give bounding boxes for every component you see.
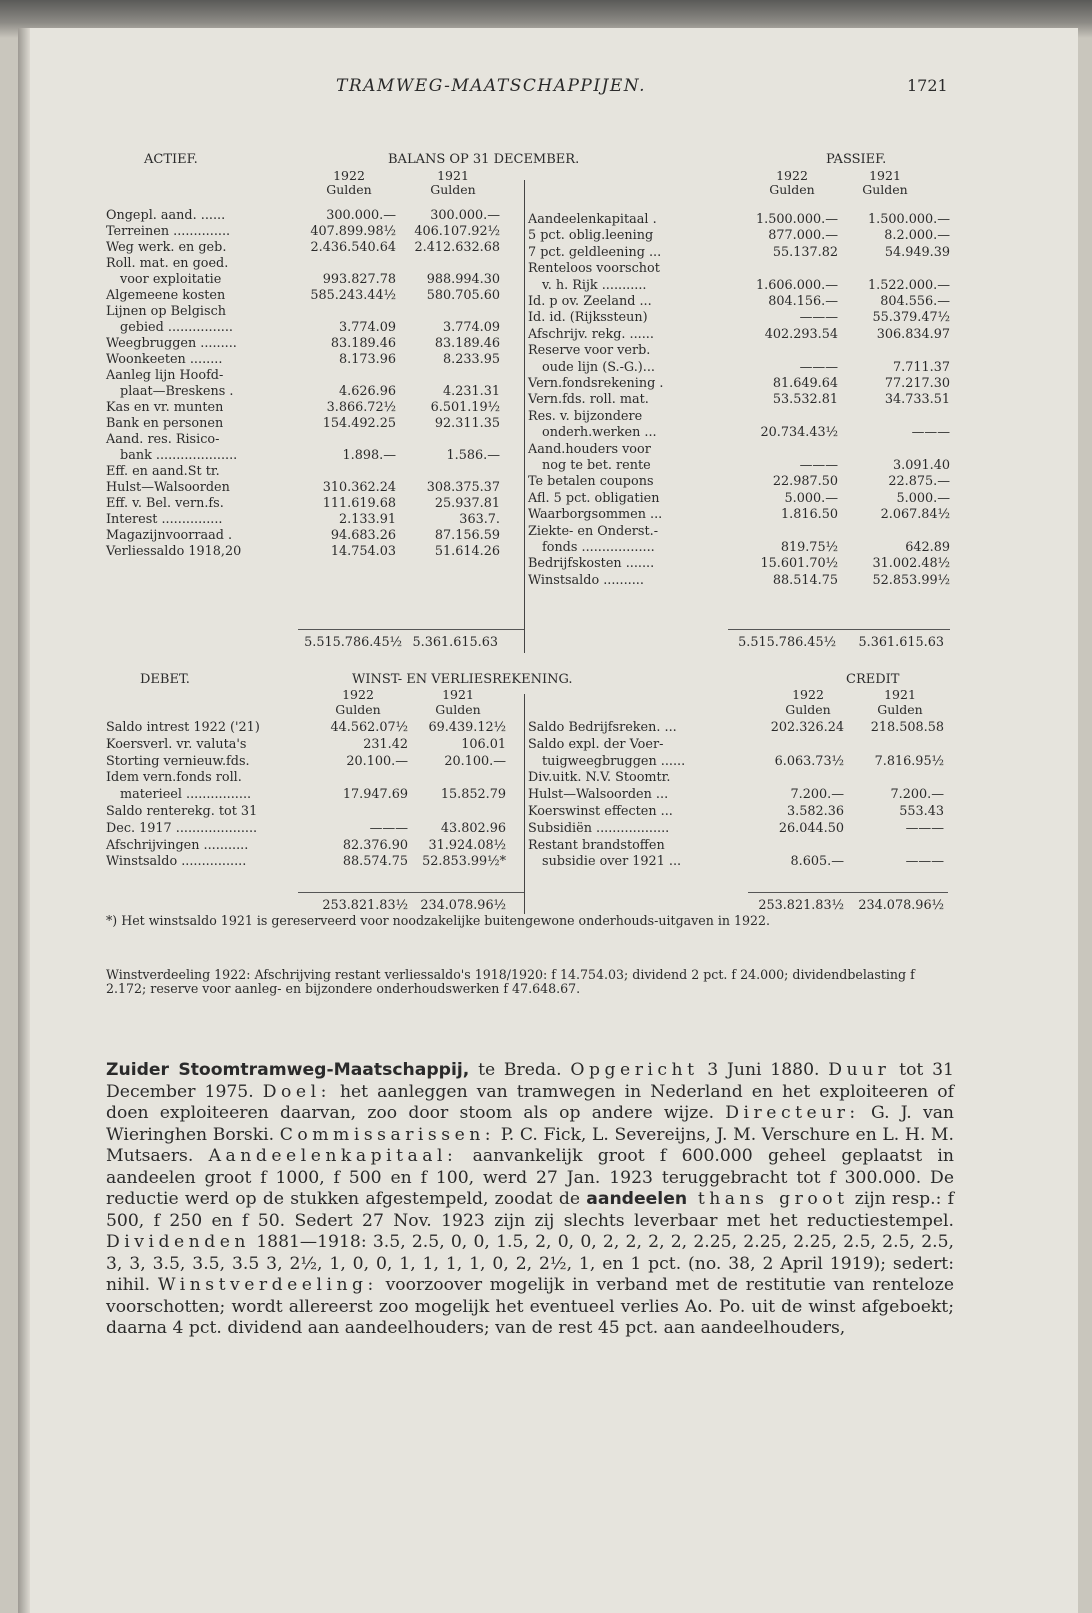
passief-unit-b: Gulden [862, 182, 908, 197]
passief-row-label: Waarborgsommen ... [528, 507, 663, 523]
passief-row-value-1922: 804.156.— [768, 294, 838, 309]
passief-row-value-1921: 54.949.39 [884, 244, 950, 260]
debet-row-value-1922: 44.562.07½ [330, 720, 408, 735]
actief-row-value-1922: 3.866.72½ [326, 400, 396, 415]
debet-row-value-1922: 20.100.— [346, 753, 408, 769]
actief-row-value-1921: 308.375.37 [426, 480, 500, 495]
debet-row-value-1921: 15.852.79 [440, 787, 506, 803]
passief-row-label: Aandeelenkapitaal . [528, 212, 657, 227]
passief-row-value-1921: 1.522.000.— [868, 277, 950, 293]
credit-row-value-1922: 6.063.73½ [774, 753, 844, 769]
passief-row-value-1922: ——— [799, 458, 838, 473]
actief-row-label: Roll. mat. en goed. [106, 256, 229, 271]
actief-row-value-1921: 6.501.19½ [430, 400, 500, 415]
balans-title: BALANS OP 31 DECEMBER. [388, 152, 580, 167]
passief-row-value-1921: 1.500.000.— [868, 212, 950, 227]
passief-row-value-1921 [838, 262, 950, 276]
passief-row-value-1921: 22.875.— [888, 474, 950, 490]
passief-row-value-1921: 804.556.— [880, 294, 950, 309]
actief-row-value-1921: 4.231.31 [443, 384, 500, 399]
page-gutter [18, 28, 30, 1613]
passief-row-label: Id. id. (Rijkssteun) [528, 310, 648, 326]
actief-row-value-1922: 94.683.26 [330, 528, 396, 543]
debet-row-value-1922 [296, 805, 408, 819]
debet-row-label: materieel ................ [120, 787, 252, 803]
actief-unit-a: Gulden [326, 182, 372, 197]
actief-row-value-1922: 585.243.44½ [310, 288, 396, 303]
actief-row-label: Hulst—Walsoorden [106, 480, 230, 495]
actief-total-1921: 5.361.615.63 [412, 635, 498, 650]
passief-row-value-1922: 53.532.81 [772, 392, 838, 408]
passief-row-value-1922: 22.987.50 [772, 474, 838, 490]
debet-row-label: Storting vernieuw.fds. [106, 753, 250, 769]
actief-total-1922: 5.515.786.45½ [304, 635, 402, 650]
passief-row-value-1922: 81.649.64 [772, 376, 838, 391]
passief-row-value-1922: 15.601.70½ [760, 556, 838, 572]
passief-row-label: Bedrijfskosten ....... [528, 556, 655, 572]
winst-title: WINST- EN VERLIESREKENING. [352, 672, 573, 687]
debet-total-rule [298, 892, 524, 893]
actief-row-label: gebied ................ [120, 320, 233, 335]
passief-row-value-1922 [704, 410, 838, 424]
debet-row-label: Afschrijvingen ........... [106, 837, 249, 853]
passief-row-value-1921: 5.000.— [896, 490, 950, 506]
actief-row-value-1922: 300.000.— [326, 208, 396, 223]
credit-row-value-1922: 7.200.— [790, 787, 844, 803]
actief-row-label: Aand. res. Risico- [106, 432, 220, 447]
actief-row-value-1921: 1.586.— [446, 448, 500, 463]
credit-row-label: Subsidiën .................. [528, 820, 670, 836]
running-header: TRAMWEG-MAATSCHAPPIJEN. [336, 76, 646, 96]
passief-row-value-1921: 52.853.99½ [872, 572, 950, 588]
actief-row-label: plaat—Breskens . [120, 384, 234, 399]
credit-row-value-1921 [844, 738, 944, 752]
kw-doel: Doel: [262, 1081, 331, 1102]
passief-row-value-1921: ——— [911, 425, 950, 441]
credit-row-value-1922 [740, 839, 844, 853]
credit-year-1921: 1921 [884, 687, 916, 702]
passief-row-value-1922: 877.000.— [768, 228, 838, 244]
credit-row-value-1922 [740, 738, 844, 752]
actief-row-value-1922: 310.362.24 [322, 480, 396, 495]
credit-row-label: Koerswinst effecten ... [528, 804, 673, 819]
debet-row-value-1921: 106.01 [461, 736, 506, 752]
credit-row-value-1922: 3.582.36 [787, 804, 844, 819]
credit-row-label: Restant brandstoffen [528, 837, 665, 853]
passief-row-value-1921: 8.2.000.— [884, 228, 950, 244]
passief-row-value-1922: 819.75½ [780, 540, 838, 555]
actief-row-label: bank .................... [120, 448, 238, 463]
passief-row-value-1922: ——— [799, 359, 838, 375]
winst-verdeeling: Winstverdeeling 1922: Afschrijving restant verliessaldo's 1918/1920: f 14.754.03; dividend 2 pct. f 24.000; dividendbelasting f 2.172; reserve voor aanleg- en bijzondere onderhoudswerken f 47.648.67. [106, 967, 915, 996]
passief-row-value-1921: 34.733.51 [884, 392, 950, 408]
credit-label: CREDIT [846, 672, 900, 687]
winst-footnote: *) Het winstsaldo 1921 is gereserveerd voor noodzakelijke buitengewone onderhouds-uitgaven in 1922. [106, 913, 771, 928]
debet-row-value-1922: 231.42 [363, 736, 408, 752]
actief-row-label: Terreinen .............. [106, 224, 231, 239]
actief-row-value-1921: 87.156.59 [434, 528, 500, 543]
passief-row-value-1922 [704, 262, 838, 276]
actief-row-value-1922: 2.436.540.64 [310, 240, 396, 255]
actief-row-value-1922 [294, 305, 396, 319]
actief-label: ACTIEF. [144, 152, 198, 167]
debet-unit-b: Gulden [435, 702, 481, 717]
actief-row-value-1922 [294, 465, 396, 479]
passief-total-rule [728, 629, 950, 630]
debet-row-value-1921: 69.439.12½ [428, 720, 506, 735]
actief-row-value-1921: 363.7. [459, 512, 500, 527]
kw-directeur: Directeur: [725, 1103, 860, 1123]
passief-row-value-1922: 1.606.000.— [756, 277, 838, 293]
passief-row-label: Aand.houders voor [528, 441, 651, 457]
credit-row-value-1922 [740, 771, 844, 785]
passief-total-1921: 5.361.615.63 [858, 635, 944, 650]
credit-row-label: subsidie over 1921 ... [542, 854, 682, 870]
actief-row-value-1922: 154.492.25 [322, 416, 396, 431]
actief-row-label: Eff. en aand.St tr. [106, 464, 220, 479]
actief-row-value-1922: 14.754.03 [330, 544, 396, 559]
company-name: Zuider Stoomtramweg-Maatschappij, [106, 1060, 470, 1080]
credit-row-value-1921 [844, 839, 944, 853]
actief-row-value-1921 [396, 369, 500, 383]
actief-row-value-1921: 92.311.35 [434, 416, 500, 431]
debet-label: DEBET. [140, 672, 190, 687]
passief-row-value-1922: 88.514.75 [772, 572, 838, 588]
actief-row-label: Magazijnvoorraad . [106, 528, 233, 543]
passief-row-label: Renteloos voorschot [528, 261, 660, 277]
actief-row-value-1921 [396, 305, 500, 319]
actief-row-value-1921 [396, 433, 500, 447]
passief-row-value-1921: 7.711.37 [893, 359, 950, 375]
actief-row-value-1921: 300.000.— [430, 208, 500, 223]
credit-row-label: Saldo expl. der Voer- [528, 736, 664, 752]
passief-row-value-1921: 31.002.48½ [872, 556, 950, 572]
debet-row-value-1922 [296, 771, 408, 785]
actief-total-rule [298, 629, 524, 630]
actief-row-label: Lijnen op Belgisch [106, 304, 226, 319]
debet-row-value-1922: 82.376.90 [342, 837, 408, 853]
credit-total-rule [748, 892, 948, 893]
passief-row-label: Afl. 5 pct. obligatien [528, 490, 660, 506]
actief-row-value-1921: 988.994.30 [426, 272, 500, 287]
debet-row-label: Dec. 1917 .................... [106, 820, 258, 836]
actief-row-value-1922: 407.899.98½ [310, 224, 396, 239]
passief-row-value-1921: 306.834.97 [876, 326, 950, 342]
kw-commissarissen: Commissarissen: [279, 1124, 496, 1145]
passief-row-label: Winstsaldo .......... [528, 572, 644, 588]
actief-row-value-1922: 4.626.96 [339, 384, 396, 399]
passief-row-value-1922 [704, 443, 838, 457]
passief-row-label: oude lijn (S.-G.)... [542, 359, 655, 375]
actief-row-value-1922: 2.133.91 [339, 512, 396, 527]
actief-row-value-1922: 1.898.— [342, 448, 396, 463]
debet-year-1922: 1922 [342, 687, 374, 702]
actief-row-value-1922 [294, 257, 396, 271]
page-number: 1721 [907, 76, 948, 95]
credit-row-label: Div.uitk. N.V. Stoomtr. [528, 770, 671, 786]
credit-total-1921: 234.078.96½ [858, 898, 944, 913]
passief-row-label: Afschrijv. rekg. ...... [528, 326, 654, 342]
debet-total-1922: 253.821.83½ [322, 898, 408, 913]
debet-row-value-1921 [408, 805, 506, 819]
debet-row-label: Saldo renterekg. tot 31 [106, 804, 258, 819]
passief-row-value-1922: 55.137.82 [772, 244, 838, 260]
actief-row-value-1922: 111.619.68 [322, 496, 396, 511]
debet-row-value-1921: 52.853.99½* [422, 854, 506, 870]
passief-row-label: Vern.fds. roll. mat. [528, 392, 649, 408]
passief-row-label: onderh.werken ... [542, 425, 657, 441]
credit-row-value-1922: 202.326.24 [770, 720, 844, 735]
credit-unit-b: Gulden [877, 702, 923, 717]
debet-row-label: Saldo intrest 1922 ('21) [106, 720, 260, 735]
credit-row-value-1921 [844, 771, 944, 785]
passief-row-value-1922 [704, 525, 838, 539]
credit-row-label: Hulst—Walsoorden ... [528, 787, 669, 803]
passief-row-value-1922: ——— [799, 310, 838, 326]
debet-row-value-1921: 43.802.96 [440, 820, 506, 836]
actief-row-label: Aanleg lijn Hoofd- [106, 368, 224, 383]
actief-year-1921: 1921 [437, 168, 469, 183]
actief-row-value-1921: 8.233.95 [443, 352, 500, 367]
debet-unit-a: Gulden [335, 702, 381, 717]
passief-row-label: v. h. Rijk ........... [542, 277, 647, 293]
credit-row-value-1921: 218.508.58 [870, 720, 944, 735]
actief-row-value-1922: 8.173.96 [339, 352, 396, 367]
balance-divider [524, 180, 525, 653]
kw-winstverdeeling: Winstverdeeling: [157, 1275, 378, 1295]
debet-row-value-1921 [408, 771, 506, 785]
actief-row-value-1921: 51.614.26 [434, 544, 500, 559]
debet-row-value-1921: 31.924.08½ [428, 837, 506, 853]
actief-row-label: Verliessaldo 1918,20 [106, 544, 242, 559]
credit-row-value-1921: ——— [905, 820, 944, 836]
credit-row-value-1921: 7.200.— [890, 787, 944, 803]
credit-row-value-1921: ——— [905, 854, 944, 870]
passief-row-value-1921: 3.091.40 [893, 458, 950, 473]
passief-year-1922: 1922 [776, 168, 808, 183]
debet-row-label: Winstsaldo ................ [106, 854, 247, 870]
credit-row-value-1921: 553.43 [899, 804, 944, 819]
passief-row-label: Res. v. bijzondere [528, 408, 643, 424]
actief-row-value-1922: 83.189.46 [330, 336, 396, 351]
debet-row-value-1921: 20.100.— [444, 753, 506, 769]
actief-row-label: Weg werk. en geb. [106, 240, 227, 255]
actief-row-label: voor exploitatie [120, 272, 222, 287]
actief-row-value-1921: 580.705.60 [426, 288, 500, 303]
actief-row-label: Eff. v. Bel. vern.fs. [106, 496, 224, 511]
actief-row-value-1921: 2.412.632.68 [414, 240, 500, 255]
actief-row-value-1921 [396, 465, 500, 479]
debet-year-1921: 1921 [442, 687, 474, 702]
credit-row-value-1922: 26.044.50 [778, 820, 844, 836]
debet-total-1921: 234.078.96½ [420, 898, 506, 913]
kw-opgericht: Opgericht [570, 1060, 699, 1080]
debet-row-label: Idem vern.fonds roll. [106, 770, 242, 786]
actief-row-value-1921 [396, 257, 500, 271]
passief-row-value-1922: 402.293.54 [764, 326, 838, 342]
passief-year-1921: 1921 [869, 168, 901, 183]
actief-row-value-1922 [294, 369, 396, 383]
credit-row-value-1921: 7.816.95½ [874, 753, 944, 769]
passief-row-label: Vern.fondsrekening . [528, 376, 664, 391]
passief-row-value-1921: 77.217.30 [884, 376, 950, 391]
passief-row-value-1921 [838, 410, 950, 424]
debet-row-value-1922: 88.574.75 [342, 854, 408, 870]
actief-row-label: Woonkeeten ........ [106, 352, 223, 367]
passief-row-label: 7 pct. geldleening ... [528, 244, 662, 260]
credit-unit-a: Gulden [785, 702, 831, 717]
passief-row-label: 5 pct. oblig.leening [528, 228, 654, 244]
kw-duur: Duur [828, 1060, 891, 1080]
actief-row-value-1922: 3.774.09 [339, 320, 396, 335]
passief-row-label: Te betalen coupons [528, 474, 654, 490]
passief-row-value-1921 [838, 525, 950, 539]
actief-unit-b: Gulden [430, 182, 476, 197]
actief-row-label: Algemeene kosten [106, 288, 226, 303]
passief-total-1922: 5.515.786.45½ [738, 635, 836, 650]
actief-row-label: Ongepl. aand. ...... [106, 208, 226, 223]
credit-row-label: Saldo Bedrijfsreken. ... [528, 720, 677, 735]
actief-row-label: Kas en vr. munten [106, 400, 224, 415]
passief-row-value-1921 [838, 443, 950, 457]
passief-label: PASSIEF. [826, 152, 887, 167]
actief-row-label: Weegbruggen ......... [106, 336, 237, 351]
actief-row-label: Interest ............... [106, 512, 223, 527]
passief-row-value-1921: 642.89 [905, 540, 950, 555]
actief-row-value-1921: 3.774.09 [443, 320, 500, 335]
passief-row-label: Id. p ov. Zeeland ... [528, 294, 652, 309]
actief-row-value-1921: 83.189.46 [434, 336, 500, 351]
actief-year-1922: 1922 [333, 168, 365, 183]
passief-row-value-1922: 1.500.000.— [756, 212, 838, 227]
actief-row-value-1922 [294, 433, 396, 447]
kw-thans-groot: thans groot [687, 1189, 849, 1209]
credit-row-value-1922: 8.605.— [790, 854, 844, 870]
credit-row-label: tuigweegbruggen ...... [542, 753, 686, 769]
passief-row-value-1922: 20.734.43½ [760, 425, 838, 441]
passief-row-label: nog te bet. rente [542, 458, 651, 473]
kw-aandeelenkapitaal: Aandeelenkapitaal: [208, 1146, 458, 1166]
passief-unit-a: Gulden [769, 182, 815, 197]
credit-total-1922: 253.821.83½ [758, 898, 844, 913]
debet-row-value-1922: ——— [369, 820, 408, 836]
actief-row-value-1922: 993.827.78 [322, 272, 396, 287]
winst-divider [524, 694, 525, 914]
kw-dividenden: Dividenden [106, 1232, 250, 1252]
passief-row-value-1921: 2.067.84½ [880, 507, 950, 523]
company-paragraph: Zuider Stoomtramweg-Maatschappij, te Breda. Opgericht 3 Juni 1880. Duur tot 31 December 1975. Doel: het aanleggen van tramwegen in Nederland en het exploiteeren of doen exploiteeren daarvan, zoo door stoom als op andere wijze. Directeur: G. J. van Wieringhen Borski. Commissarissen: P. C. Fick, L. Severeijns, J. M. Verschure en L. H. M. Mutsaers. Aandeelenkapitaal: aanvankelijk groot f 600.000 geheel geplaatst in aandeelen groot f 1000, f 500 en f 100, werd 27 Jan. 1923 teruggebracht tot f 300.000. De reductie werd op de stukken afgestempeld, zoodat de aandeelen thans groot zijn resp.: f 500, f 250 en f 50. Sedert 27 Nov. 1923 zijn zij slechts leverbaar met het reductiestempel. Dividenden 1881—1918: 3.5, 2.5, 0, 0, 1.5, 2, 0, 0, 2, 2, 2, 2, 2.25, 2.25, 2.25, 2.5, 2.5, 2.5, 3, 3, 3.5, 3.5, 3.5 3, 2½, 1, 0, 0, 1, 1, 1, 1, 0, 2, 2½, 1, en 1 pct. (no. 38, 2 April 1919); sedert: nihil. Winstverdeeling: voorzoover mogelijk in verband met de restitutie van renteloze voorschotten; wordt allereerst zoo mogelijk het eventueel verlies Ao. Po. uit de winst afgeboekt; daarna 4 pct. dividend aan aandeelhouders; van de rest 45 pct. aan aandeelhouders, [106, 1060, 955, 1338]
debet-row-value-1922: 17.947.69 [342, 787, 408, 803]
actief-row-value-1921: 25.937.81 [434, 496, 500, 511]
actief-row-value-1921: 406.107.92½ [414, 224, 500, 239]
passief-row-value-1921: 55.379.47½ [872, 310, 950, 326]
passief-row-label: fonds .................. [542, 540, 655, 555]
passief-row-label: Ziekte- en Onderst.- [528, 523, 659, 539]
passief-row-value-1922: 5.000.— [784, 490, 838, 506]
credit-year-1922: 1922 [792, 687, 824, 702]
passief-row-value-1922: 1.816.50 [781, 507, 838, 523]
actief-row-label: Bank en personen [106, 416, 224, 431]
passief-row-value-1922 [704, 344, 838, 358]
kw-aandeelen: aandeelen [586, 1189, 688, 1209]
passief-row-value-1921 [838, 344, 950, 358]
passief-row-label: Reserve voor verb. [528, 343, 651, 359]
debet-row-label: Koersverl. vr. valuta's [106, 736, 247, 752]
